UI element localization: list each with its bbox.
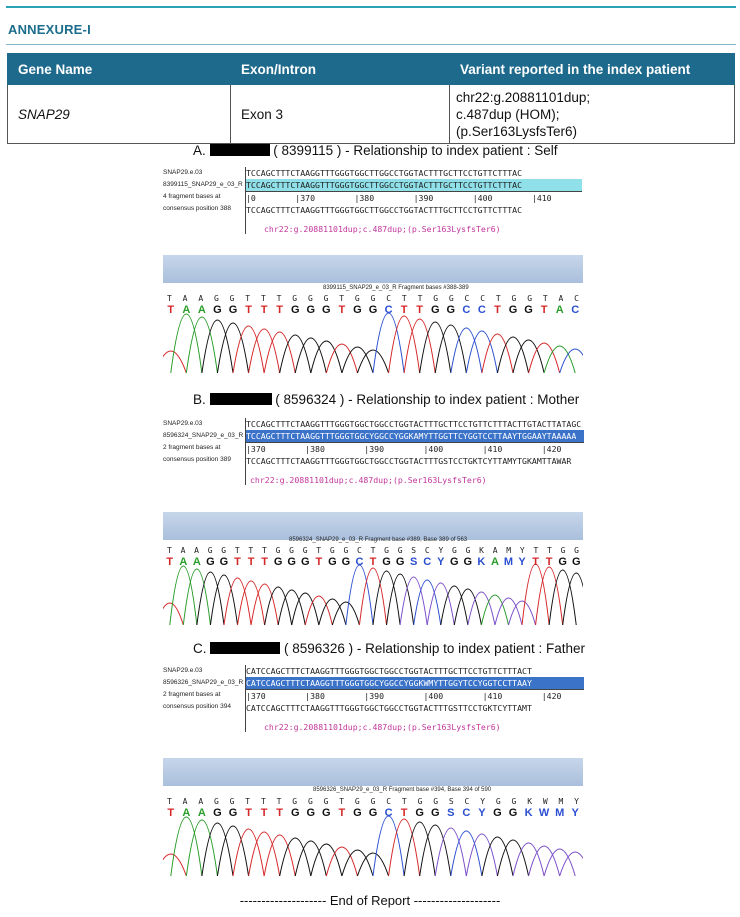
base-call: T (247, 556, 255, 568)
position-ruler (246, 442, 584, 455)
alignment-view (245, 665, 584, 732)
base-call: T (315, 556, 323, 568)
base-call: G (290, 807, 300, 819)
base-call: K (524, 807, 533, 819)
base-call: G (228, 304, 238, 316)
frag-label: 2 fragment bases at (163, 691, 221, 698)
title-rule (6, 44, 736, 45)
base-call: T (167, 304, 175, 316)
ref-label: SNAP29.e.03 (163, 169, 203, 176)
read-seq: CATCCAGCTTTCTAAGGTTTGGGTGGCYGGCCYGGKWMYTTGGYTCCYGGTCCTTAAY (246, 677, 584, 689)
end-of-report: -------------------- End of Report -------------------- (239, 893, 501, 908)
ref-seq: CATCCAGCTTTCTAAGGTTTGGGTGGCTGGCCTGGTACTTTGCTTCCTGTTCTTTACT (246, 666, 532, 676)
base-call: T (167, 807, 175, 819)
frag-label: consensus position 388 (163, 205, 231, 212)
variant-line: (p.Ser163LysfsTer6) (456, 123, 578, 139)
base-call: G (382, 556, 391, 568)
trace-top-bases: T A A G G T T T G G G T G G C T G G S C Y G G K A M Y T T G G (167, 546, 580, 555)
panel-title (193, 143, 558, 158)
base-call: G (213, 807, 222, 819)
ref-seq: TCCAGCTTTCTAAGGTTTGGGTGGCTGGCCTGGTACTTTGCTTCCTGTTCTTTACTTGTACTTATAGC (246, 419, 582, 429)
trace-header-band (163, 758, 583, 786)
variant-line: c.487dup (HOM); (456, 106, 560, 122)
base-call: T (260, 807, 268, 819)
base-call: T (400, 807, 408, 819)
base-call: T (261, 556, 268, 568)
base-call: T (338, 807, 346, 819)
fragment-caption: 8399115_SNAP29_e_03_R Fragment bases #388-389 (323, 285, 469, 291)
panel-letter: C. (193, 641, 207, 656)
trace-peak (529, 846, 560, 876)
header-gene-name: Gene Name (8, 54, 231, 85)
base-call: M (503, 556, 514, 568)
base-call: T (276, 304, 284, 316)
base-call: G (395, 556, 405, 568)
base-call: T (234, 556, 241, 568)
ref-label: SNAP29.e.03 (163, 420, 203, 427)
read-label: 8596324_SNAP29_e_03_R (163, 432, 244, 439)
consensus-seq: TCCAGCTTTCTAAGGTTTGGGTGGCTGGCCTGGTACTTTGSTCCTGKTCYTTAMYTGKAMTTAWAR (246, 456, 572, 466)
hgvs-annotation: chr22:g.20881101dup;c.487dup;(p.Ser163LysfsTer6) (250, 475, 487, 485)
hgvs-annotation: chr22:g.20881101dup;c.487dup;(p.Ser163LysfsTer6) (264, 224, 501, 234)
sample-id: ( 8596326 ) (284, 641, 354, 656)
alignment-view (245, 167, 582, 234)
base-call: G (213, 304, 222, 316)
relationship: - Relationship to index patient : Mother (348, 392, 580, 407)
base-call: G (524, 304, 533, 316)
base-call: S (447, 807, 455, 819)
base-call: C (462, 304, 471, 316)
base-call: T (369, 556, 377, 568)
hgvs-annotation: chr22:g.20881101dup;c.487dup;(p.Ser163LysfsTer6) (264, 722, 501, 732)
base-call: G (508, 807, 518, 819)
base-call: W (538, 807, 550, 819)
trace-peak (342, 850, 373, 876)
base-call: C (477, 304, 486, 316)
relationship: - Relationship to index patient : Father (356, 641, 585, 656)
base-call: T (260, 304, 268, 316)
base-call: G (463, 556, 473, 568)
base-call: C (384, 304, 393, 316)
panel-letter: B. (193, 392, 206, 407)
chromatogram-trace (163, 786, 583, 878)
header-variant: Variant reported in the index patient (450, 54, 735, 85)
base-call: G (430, 807, 440, 819)
base-call: G (493, 807, 502, 819)
trace-peak (529, 343, 560, 373)
base-call: A (490, 556, 499, 568)
base-call: Y (437, 556, 445, 568)
base-call: C (571, 304, 580, 316)
panel-title (193, 392, 579, 407)
sequence-labels (163, 418, 243, 466)
trace-peak (163, 351, 186, 373)
base-call: G (450, 556, 459, 568)
cell-exon: Exon 3 (231, 85, 450, 144)
base-call: G (228, 807, 238, 819)
trace-header-band (163, 255, 583, 283)
top-rule (6, 6, 736, 8)
base-call: G (430, 304, 440, 316)
panel-letter: A. (193, 143, 206, 158)
trace-peak (513, 340, 544, 373)
base-call: G (328, 556, 337, 568)
base-call: T (400, 304, 408, 316)
base-call: G (273, 556, 283, 568)
base-call: C (355, 556, 364, 568)
ruler-text: |370 |380 |390 |400 |410 |420 (246, 691, 562, 701)
trace-peak (326, 847, 357, 876)
read-label: 8399115_SNAP29_e_03_R (163, 181, 243, 188)
trace-peak (342, 347, 373, 373)
base-call: G (508, 304, 518, 316)
base-call: A (182, 807, 191, 819)
ref-label: SNAP29.e.03 (163, 667, 203, 674)
consensus-seq: TCCAGCTTTCTAAGGTTTGGGTGGCTTGGCCTGGTACTTTGCTTCCTGTTCTTTAC (246, 205, 523, 215)
consensus-seq: CATCCAGCTTTCTAAGGTTTGGGTGGCTGGCCTGGTACTTTGSTTCCTGKTCYTTAMT (246, 703, 532, 713)
base-call: A (179, 556, 188, 568)
base-call: Y (518, 556, 526, 568)
position-ruler (246, 191, 582, 204)
base-call: G (287, 556, 296, 568)
read-seq: TCCAGCTTTCTAAGGTTTGGGTGGCYGGCCYGGKAMYTTGGTTCYGGTCCTTAAYTGGAAYTAAAAA (246, 430, 584, 442)
trace-peak (513, 843, 544, 876)
base-call: G (290, 304, 300, 316)
trace-peak (319, 599, 346, 625)
base-call: A (555, 304, 564, 316)
annexure-title: ANNEXURE-I (8, 22, 91, 37)
relationship: - Relationship to index patient : Self (345, 143, 558, 158)
base-call: G (353, 304, 362, 316)
trace-peak (495, 598, 522, 625)
base-call: T (545, 556, 553, 568)
base-call: G (558, 556, 567, 568)
frag-label: consensus position 389 (163, 456, 231, 463)
ruler-text: |370 |380 |390 |400 |410 |420 (246, 444, 562, 454)
fragment-caption: 8596326_SNAP29_e_03_R Fragment base #394, Base 394 of 590 (313, 787, 492, 793)
sequence-labels (163, 167, 243, 215)
redacted-name (210, 642, 280, 654)
base-call: T (416, 304, 424, 316)
read-label: 8596326_SNAP29_e_03_R (163, 679, 244, 686)
chromatogram-trace (163, 283, 583, 378)
panel-self (163, 143, 583, 378)
read-seq: TCCAGCTTTCTAAGGTTTGGGTGGCTTGGCCTGGTACTTTGCTTCCTGTTCTTTAC (246, 179, 582, 191)
table-row (8, 85, 735, 144)
frag-label: 4 fragment bases at (163, 193, 221, 200)
base-call: G (368, 807, 378, 819)
position-ruler (246, 689, 584, 702)
base-call: T (276, 807, 284, 819)
base-call: G (322, 304, 331, 316)
base-call: M (555, 807, 565, 819)
trace-peak (163, 603, 183, 625)
base-call: G (571, 556, 581, 568)
base-call: A (182, 304, 191, 316)
sample-id: ( 8399115 ) (273, 143, 342, 158)
trace-peak (311, 844, 342, 876)
base-call: G (306, 304, 316, 316)
base-call: Y (478, 807, 486, 819)
trace-peak (163, 854, 186, 876)
chromatogram-trace (163, 535, 583, 627)
trace-peak (544, 849, 575, 876)
base-call: G (300, 556, 310, 568)
base-call: G (322, 807, 331, 819)
base-call: G (341, 556, 351, 568)
ref-seq: TCCAGCTTTCTAAGGTTTGGGTGGCTTGGCCTGGTACTTTGCTTCCTGTTCTTTAC (246, 168, 523, 178)
base-call: T (540, 304, 548, 316)
variant-line: chr22:g.20881101dup; (456, 89, 591, 105)
base-call: T (338, 304, 346, 316)
base-call: G (206, 556, 215, 568)
panel-mother (163, 392, 583, 627)
redacted-name (210, 393, 272, 405)
sequence-labels (163, 665, 243, 713)
base-call: G (219, 556, 229, 568)
trace-peak (481, 595, 508, 625)
base-call: G (415, 807, 424, 819)
base-call: T (532, 556, 539, 568)
trace-peak (292, 593, 319, 625)
base-call: Y (571, 807, 579, 819)
trace-peak (311, 341, 342, 373)
trace-peak (468, 592, 495, 625)
frag-label: consensus position 394 (163, 703, 231, 710)
trace-peak (305, 596, 332, 625)
base-call: G (368, 304, 378, 316)
cell-variant (450, 85, 735, 144)
base-call: G (446, 304, 456, 316)
base-call: T (494, 304, 501, 316)
panel-father (163, 641, 583, 879)
trace-peak (326, 344, 357, 373)
base-call: A (197, 807, 206, 819)
alignment-view (245, 418, 584, 485)
sample-id: ( 8596324 ) (275, 392, 345, 407)
base-call: C (423, 556, 432, 568)
base-call: T (245, 304, 252, 316)
header-exon-intron: Exon/Intron (231, 54, 450, 85)
ruler-text: |0 |370 |380 |390 |400 |410 (246, 193, 552, 203)
base-call: T (245, 807, 252, 819)
fragment-caption: 8596324_SNAP29_e_03_R Fragment base #389, Base 389 of 563 (289, 537, 468, 543)
base-call: C (462, 807, 471, 819)
trace-top-bases: T A A G G T T T G G G T G G C T G G S C Y G G K W M Y (167, 797, 580, 806)
base-call: G (306, 807, 316, 819)
frag-label: 2 fragment bases at (163, 444, 221, 451)
table-header-row (8, 54, 735, 85)
base-call: K (477, 556, 486, 568)
base-call: G (353, 807, 362, 819)
trace-top-bases: T A A G G T T T G G G T G G C T T G G C C T G G T A C (167, 294, 580, 303)
base-call: C (384, 807, 393, 819)
cell-gene: SNAP29 (8, 85, 231, 144)
trace-peak (544, 346, 575, 373)
redacted-name (210, 144, 270, 156)
base-call: S (409, 556, 418, 568)
panel-title (193, 641, 585, 656)
base-call: A (192, 556, 201, 568)
base-call: A (197, 304, 206, 316)
variant-table (7, 53, 735, 144)
base-call: T (166, 556, 174, 568)
